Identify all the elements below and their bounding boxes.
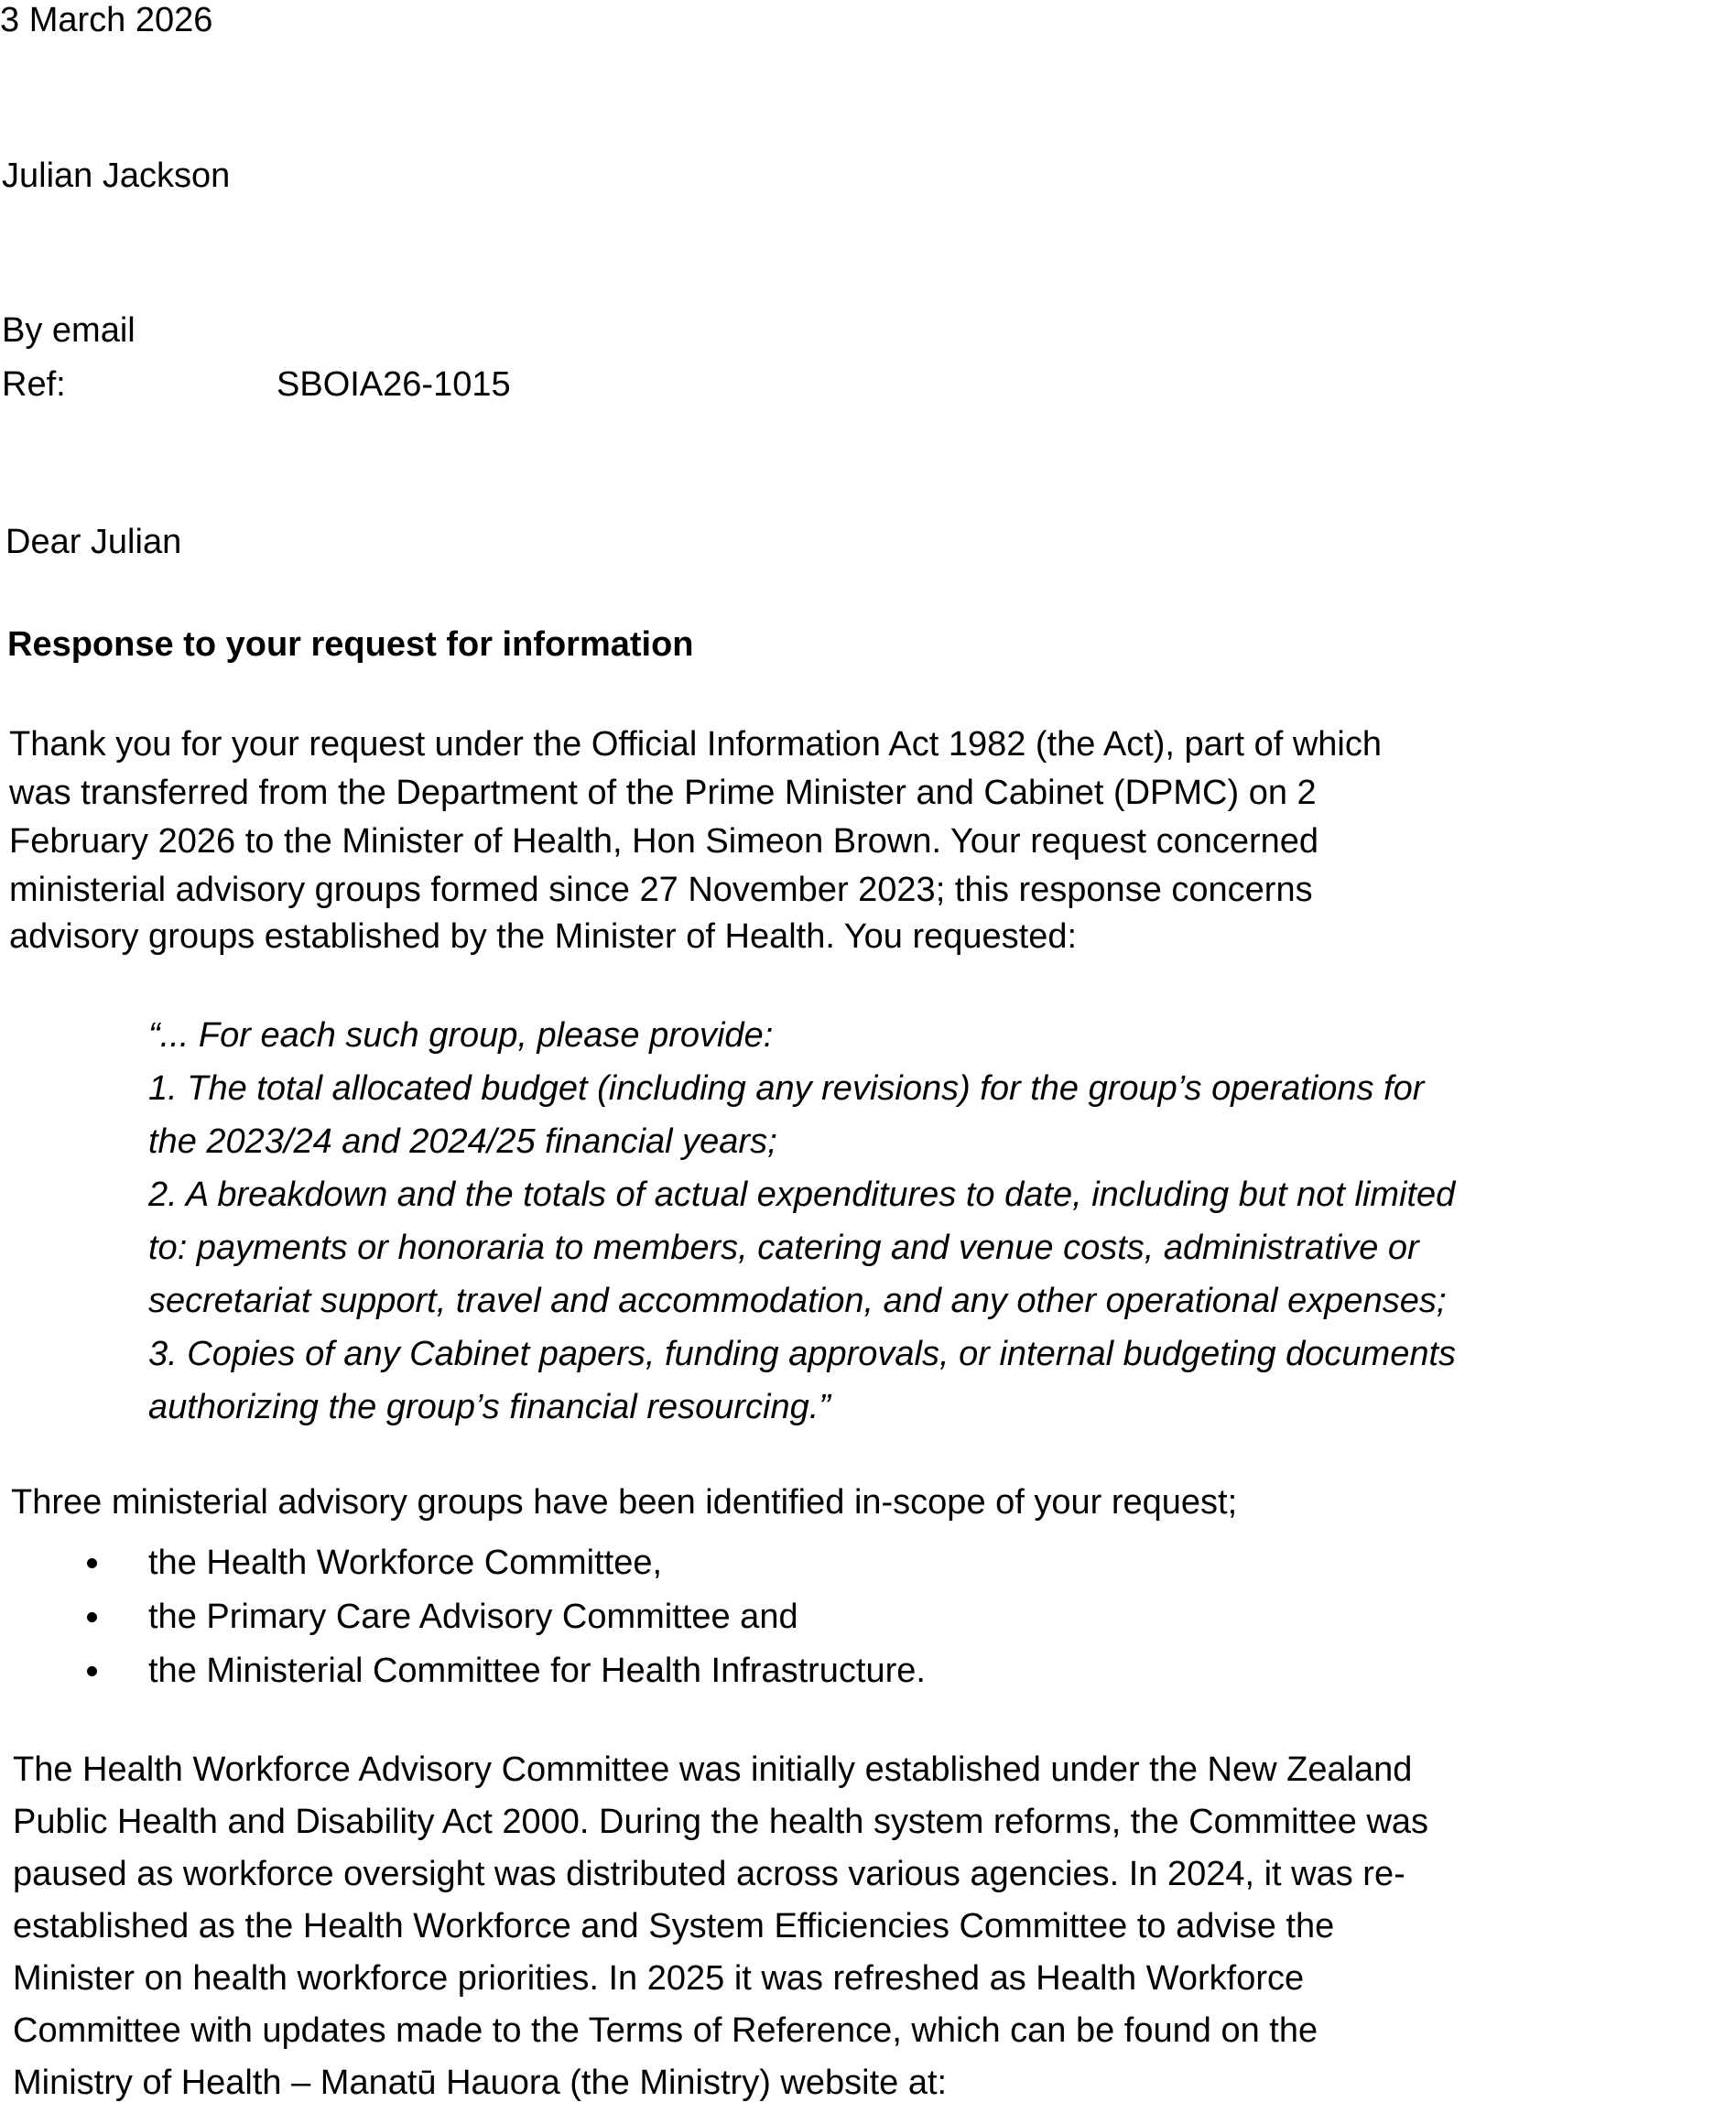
ref-label: Ref: [2, 365, 66, 404]
recipient-name: Julian Jackson [2, 157, 231, 195]
paragraph-line: was transferred from the Department of the Prime Minister and Cabinet (DPMC) on 2 [9, 774, 1317, 812]
paragraph-line: paused as workforce oversight was distributed across various agencies. In 2024, it was re- [13, 1855, 1405, 1893]
letter-heading: Response to your request for information [7, 625, 694, 664]
paragraph-line: Minister on health workforce priorities. In 2025 it was refreshed as Health Workforce [13, 1959, 1305, 1998]
paragraph-line: The Health Workforce Advisory Committee was initially established under the New Zealand [13, 1750, 1413, 1789]
paragraph-line: February 2026 to the Minister of Health, Hon Simeon Brown. Your request concerned [9, 822, 1319, 861]
paragraph-line: Thank you for your request under the Official Information Act 1982 (the Act), part of which [9, 725, 1382, 764]
quote-line: 3. Copies of any Cabinet papers, funding approvals, or internal budgeting documents [148, 1335, 1457, 1373]
paragraph-line: Committee with updates made to the Terms of Reference, which can be found on the [13, 2011, 1318, 2050]
quote-line: the 2023/24 and 2024/25 financial years; [148, 1122, 777, 1161]
delivery-method: By email [2, 311, 136, 350]
ref-value: SBOIA26-1015 [277, 365, 511, 404]
paragraph-line: advisory groups established by the Minister of Health. You requested: [9, 917, 1078, 956]
quote-line: 1. The total allocated budget (including any revisions) for the group’s operations for [148, 1069, 1425, 1108]
paragraph-line: ministerial advisory groups formed since 27 November 2023; this response concerns [9, 871, 1313, 909]
list-item: the Ministerial Committee for Health Infrastructure. [148, 1652, 926, 1690]
scope-intro: Three ministerial advisory groups have been identified in-scope of your request; [11, 1483, 1238, 1522]
quote-line: authorizing the group’s financial resourcing.” [148, 1388, 830, 1426]
quote-line: “... For each such group, please provide: [148, 1016, 774, 1055]
salutation: Dear Julian [5, 523, 182, 561]
list-item: the Primary Care Advisory Committee and [148, 1598, 798, 1636]
paragraph-line: Ministry of Health – Manatū Hauora (the Ministry) website at: [13, 2064, 948, 2102]
bullet-icon [87, 1612, 97, 1622]
list-item: the Health Workforce Committee, [148, 1544, 663, 1582]
bullet-icon [87, 1666, 97, 1676]
paragraph-line: established as the Health Workforce and System Efficiencies Committee to advise the [13, 1907, 1335, 1945]
quote-line: secretariat support, travel and accommodation, and any other operational expenses; [148, 1282, 1447, 1320]
bullet-icon [87, 1558, 97, 1568]
quote-line: to: payments or honoraria to members, catering and venue costs, administrative or [148, 1229, 1419, 1267]
quote-line: 2. A breakdown and the totals of actual expenditures to date, including but not limited [148, 1176, 1456, 1214]
paragraph-line: Public Health and Disability Act 2000. During the health system reforms, the Committee was [13, 1803, 1429, 1841]
letter-date: 3 March 2026 [0, 1, 213, 39]
